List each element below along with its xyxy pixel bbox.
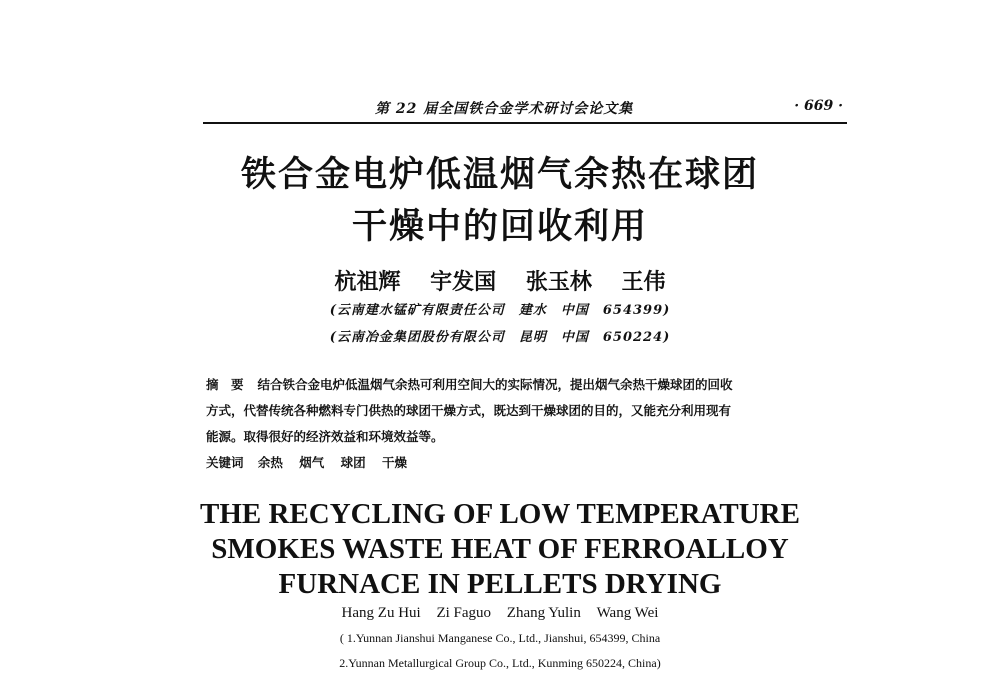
keyword: 烟气 xyxy=(299,455,325,470)
proceedings-title: 第 22 届全国铁合金学术研讨会论文集 xyxy=(375,101,634,117)
keyword: 球团 xyxy=(340,455,366,470)
running-header xyxy=(203,96,847,124)
author-en: Wang Wei xyxy=(596,605,659,621)
abstract-text-2: 方式，代替传统各种燃料专门供热的球团干燥方式，既达到干燥球团的目的，又能充分利用现有 xyxy=(206,403,732,418)
title-en-line3: FURNACE IN PELLETS DRYING xyxy=(278,568,722,600)
authors-cn xyxy=(0,265,1000,296)
title-cn-line1: 铁合金电炉低温烟气余热在球团 xyxy=(240,155,759,195)
affiliation-en-2: 2.Yunnan Metallurgical Group Co., Ltd., Kunming 650224, China) xyxy=(339,656,661,670)
affiliation-cn-1: (云南建水锰矿有限责任公司 建水 中国 654399) xyxy=(329,303,671,318)
title-cn-line2: 干燥中的回收利用 xyxy=(351,207,648,247)
page-number: · 669 · xyxy=(794,98,843,114)
affiliation-cn-2: (云南冶金集团股份有限公司 昆明 中国 650224) xyxy=(329,330,671,345)
author-cn: 王伟 xyxy=(621,269,666,295)
authors-en xyxy=(0,605,1000,622)
affiliation-en-1: ( 1.Yunnan Jianshui Manganese Co., Ltd., Jianshui, 654399, China xyxy=(339,631,661,645)
keyword: 干燥 xyxy=(382,455,408,470)
title-en-line1: THE RECYCLING OF LOW TEMPERATURE xyxy=(200,498,800,530)
author-en: Zhang Yulin xyxy=(506,605,581,621)
abstract-block xyxy=(206,372,810,476)
author-cn: 杭祖辉 xyxy=(334,269,401,295)
author-en: Hang Zu Hui xyxy=(341,605,421,621)
keywords-label: 关键词 xyxy=(206,455,244,470)
abstract-label: 摘 要 xyxy=(206,377,244,392)
abstract-text-1: 结合铁合金电炉低温烟气余热可利用空间大的实际情况，提出烟气余热干燥球团的回收 xyxy=(257,377,733,392)
keywords-line xyxy=(206,450,810,476)
keyword: 余热 xyxy=(257,455,283,470)
abstract-line xyxy=(206,372,810,398)
author-en: Zi Faguo xyxy=(436,605,492,621)
title-en-line2: SMOKES WASTE HEAT OF FERROALLOY xyxy=(211,533,789,565)
author-cn: 张玉林 xyxy=(525,269,592,295)
author-cn: 宇发国 xyxy=(430,269,497,295)
abstract-text-3: 能源。取得很好的经济效益和环境效益等。 xyxy=(206,429,444,444)
